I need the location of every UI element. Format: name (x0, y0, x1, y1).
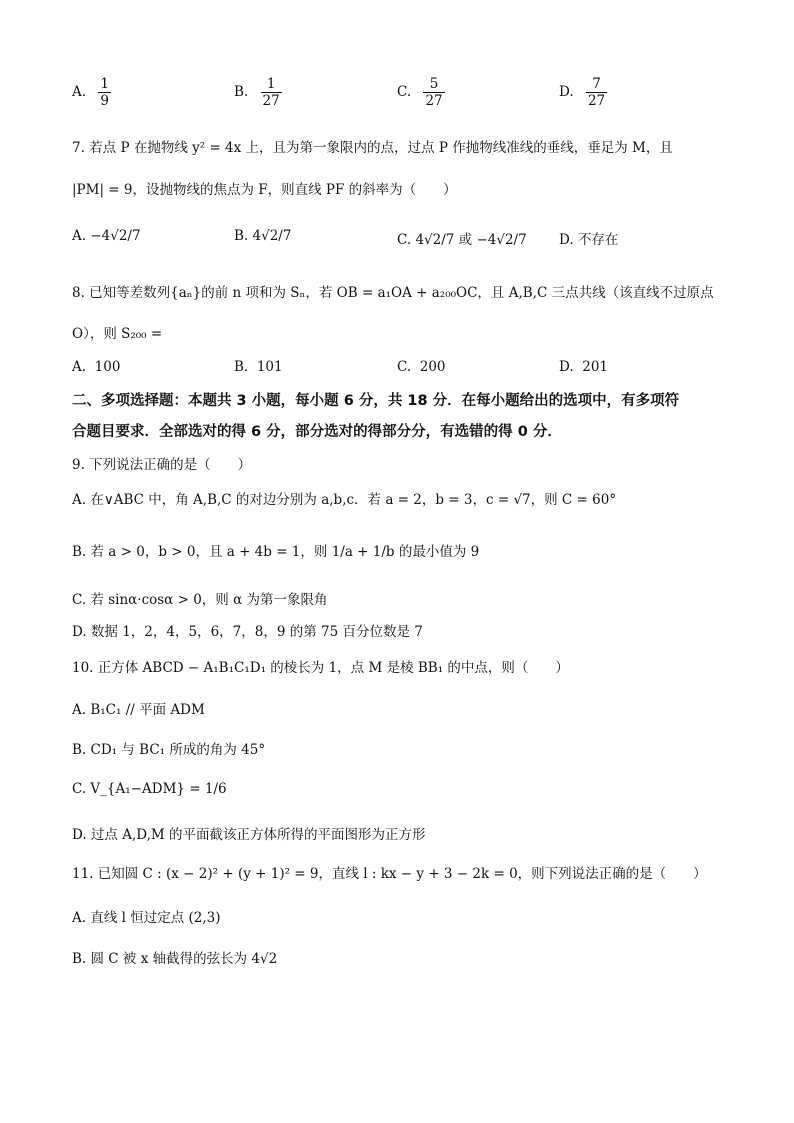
q8-option-b: B. 101 (234, 359, 283, 375)
section-heading-line2: 合题目要求．全部选对的得 6 分，部分选对的得部分分，有选错的得 0 分． (72, 424, 562, 440)
q10-option-d: D. 过点 A,D,M 的平面截该正方体所得的平面图形为正方形 (72, 827, 426, 843)
q9-option-b: B. 若 a > 0，b > 0，且 a + 4b = 1，则 1/a + 1/b 的最小值为 9 (72, 544, 480, 560)
q6-option-a: A. $\frac{1}{9}$ (72, 76, 109, 110)
q9-option-c: C. 若 sinα·cosα > 0，则 α 为第一象限角 (72, 592, 328, 608)
q7-stem-line1: 7. 若点 P 在抛物线 y² = 4x 上，且为第一象限内的点，过点 P 作抛物线准线的垂线，垂足为 M，且 (72, 140, 673, 156)
q7-option-c: C. 4√2/7 或 −4√2/7 (397, 232, 527, 248)
q11-option-b: B. 圆 C 被 x 轴截得的弦长为 4√2 (72, 951, 278, 967)
q7-option-a: A. −4√2/7 (72, 228, 141, 244)
q10-option-a: A. B₁C₁ // 平面 ADM (72, 702, 205, 718)
q11-option-a: A. 直线 l 恒过定点 (2,3) (72, 910, 221, 926)
q10-option-c: C. V_{A₁−ADM} = 1/6 (72, 781, 227, 797)
q8-option-c: C. 200 (397, 359, 446, 375)
q8-stem-line2: O），则 S₂₀₀ = (72, 326, 163, 342)
q11-stem: 11. 已知圆 C : (x − 2)² + (y + 1)² = 9，直线 l : kx − y + 3 − 2k = 0，则下列说法正确的是（ ） (72, 866, 707, 882)
q6-option-d: D. $\frac{7}{27}$ (559, 76, 606, 110)
q8-stem-line1: 8. 已知等差数列{aₙ}的前 n 项和为 Sₙ，若 OB = a₁OA + a₂₀₀OC，且 A,B,C 三点共线（该直线不过原点 (72, 285, 714, 301)
q7-option-d: D. 不存在 (559, 232, 619, 248)
q10-option-b: B. CD₁ 与 BC₁ 所成的角为 45° (72, 742, 266, 758)
q8-option-a: A. 100 (72, 359, 121, 375)
q9-option-d: D. 数据 1，2，4，5，6，7，8，9 的第 75 百分位数是 7 (72, 624, 423, 640)
section-heading-line1: 二、多项选择题：本题共 3 小题，每小题 6 分，共 18 分．在每小题给出的选项中，有多项符 (72, 393, 680, 409)
q7-stem-line2: |PM| = 9，设抛物线的焦点为 F，则直线 PF 的斜率为（ ） (72, 182, 457, 198)
q6-option-b: B. $\frac{1}{27}$ (234, 76, 280, 110)
q8-option-d: D. 201 (559, 359, 609, 375)
q9-option-a: A. 在∨ABC 中，角 A,B,C 的对边分别为 a,b,c．若 a = 2，b = 3，c = √7，则 C = 60° (72, 492, 617, 508)
q9-stem: 9. 下列说法正确的是（ ） (72, 457, 252, 473)
q10-stem: 10. 正方体 ABCD − A₁B₁C₁D₁ 的棱长为 1，点 M 是棱 BB₁ 的中点，则（ ） (72, 660, 569, 676)
q7-option-b: B. 4√2/7 (234, 228, 292, 244)
q6-option-c: C. $\frac{5}{27}$ (397, 76, 443, 110)
